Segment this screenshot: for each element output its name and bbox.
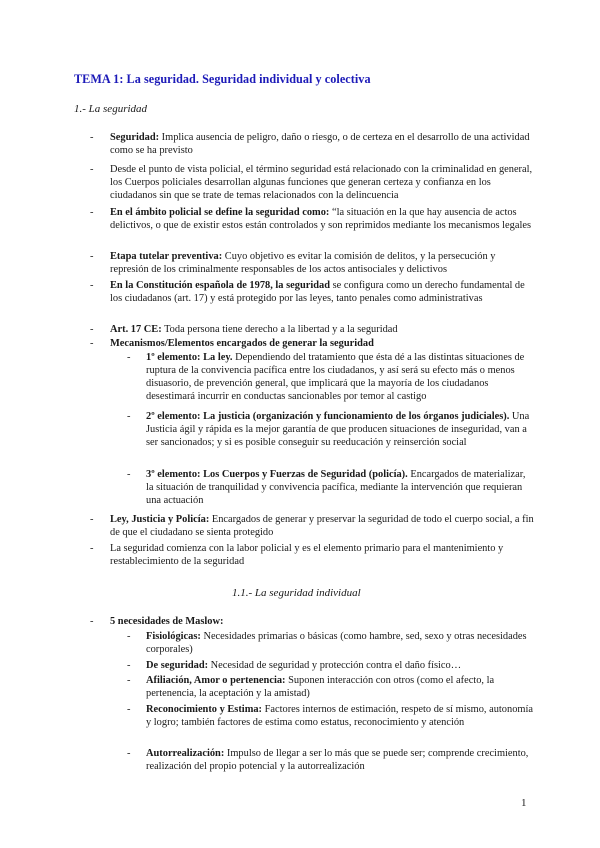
bullet-dash: - bbox=[127, 631, 131, 642]
item-label: Afiliación, Amor o pertenencia: bbox=[146, 675, 286, 686]
item-label: 5 necesidades de Maslow: bbox=[110, 616, 224, 627]
item-label: Etapa tutelar preventiva: bbox=[110, 251, 223, 262]
list-item bbox=[90, 207, 534, 233]
list-item bbox=[90, 616, 534, 629]
item-text: se configura como un derecho fundamental de los ciudadanos (art. 17) y está protegido por las leyes, tanto penales como administrativas bbox=[110, 280, 525, 304]
subsection-heading: 1.1.- La seguridad individual bbox=[232, 587, 361, 599]
item-text: Necesidad de seguridad y protección contra el daño físico… bbox=[208, 660, 462, 671]
bullet-dash: - bbox=[90, 338, 94, 349]
item-text: Desde el punto de vista policial, el término seguridad está relacionado con la criminalidad en general, los Cuerpos policiales desarrollan algunas funciones que generan certeza y confianza en los ciudadanos sin que se trate de temas relacionados con la delincuencia bbox=[110, 164, 533, 201]
item-text: Impulso de llegar a ser lo más que se puede ser; comprende crecimiento, realización del propio potencial y la autorrealización bbox=[146, 748, 529, 772]
list-item bbox=[127, 469, 534, 508]
item-text: La seguridad comienza con la labor policial y es el elemento primario para el mantenimiento y restablecimiento de la seguridad bbox=[110, 543, 504, 567]
list-item bbox=[90, 251, 534, 277]
list-item bbox=[127, 748, 534, 774]
bullet-dash: - bbox=[90, 164, 94, 175]
bullet-dash: - bbox=[127, 748, 131, 759]
bullet-dash: - bbox=[90, 324, 94, 335]
item-label: Seguridad: bbox=[110, 132, 160, 143]
list-item bbox=[127, 675, 534, 701]
item-text: Encargados de materializar, la situación de tranquilidad y convivencia pacífica, mediante la intervención que requieran una actuación bbox=[146, 469, 526, 506]
bullet-dash: - bbox=[127, 704, 131, 715]
item-text: Necesidades primarias o básicas (como hambre, sed, sexo y otras necesidades corporales) bbox=[146, 631, 527, 655]
item-text: Una Justicia ágil y rápida es la mejor garantía de que producen situaciones de inseguridad, van a ser sancionados; y si es posible conseguir su reeducación y reinserción social bbox=[146, 411, 530, 448]
list-item bbox=[127, 631, 534, 657]
section-heading: 1.- La seguridad bbox=[74, 103, 148, 115]
item-label: En el ámbito policial se define la seguridad como: bbox=[110, 207, 330, 218]
bullet-dash: - bbox=[90, 207, 94, 218]
item-label: Reconocimiento y Estima: bbox=[146, 704, 263, 715]
bullet-dash: - bbox=[90, 280, 94, 291]
item-text: Encargados de generar y preservar la seguridad de todo el cuerpo social, a fin de que el ciudadano se sienta protegido bbox=[110, 514, 534, 538]
bullet-dash: - bbox=[127, 411, 131, 422]
bullet-dash: - bbox=[127, 469, 131, 480]
page-number: 1 bbox=[521, 797, 527, 809]
item-label: 1º elemento: La ley. bbox=[146, 352, 233, 363]
item-label: 2º elemento: La justicia (organización y funcionamiento de los órganos judiciales). bbox=[146, 411, 510, 422]
list-item bbox=[90, 338, 534, 351]
item-text: Factores internos de estimación, respeto de sí mismo, autonomía y logro; también factores de estima como estatus, reconocimiento y atención bbox=[146, 704, 533, 728]
list-item bbox=[127, 352, 534, 404]
list-item bbox=[90, 280, 534, 306]
list-item bbox=[90, 164, 534, 203]
bullet-dash: - bbox=[90, 616, 94, 627]
item-text: “la situación en la que hay ausencia de actos delictivos, o que de existir estos están controlados y son reprimidos mediante los mecanismos legales bbox=[110, 207, 532, 231]
item-label: Art. 17 CE: bbox=[110, 324, 162, 335]
bullet-dash: - bbox=[127, 675, 131, 686]
item-text: Cuyo objetivo es evitar la comisión de delitos, y la persecución y represión de los criminalmente responsables de los actos antisociales y delictivos bbox=[110, 251, 496, 275]
item-text: Toda persona tiene derecho a la libertad y a la seguridad bbox=[161, 324, 398, 335]
bullet-dash: - bbox=[127, 660, 131, 671]
item-label: Mecanismos/Elementos encargados de generar la seguridad bbox=[110, 338, 374, 349]
list-item bbox=[90, 514, 534, 540]
bullet-dash: - bbox=[90, 514, 94, 525]
item-label: Ley, Justicia y Policía: bbox=[110, 514, 210, 525]
list-item bbox=[90, 324, 534, 337]
list-item bbox=[127, 660, 534, 673]
item-text: Suponen interacción con otros (como el afecto, la pertenencia, la aceptación y la amistad) bbox=[146, 675, 495, 699]
item-label: De seguridad: bbox=[146, 660, 209, 671]
item-label: Fisiológicas: bbox=[146, 631, 201, 642]
item-label: Autorrealización: bbox=[146, 748, 225, 759]
bullet-dash: - bbox=[90, 543, 94, 554]
list-item bbox=[90, 132, 534, 158]
bullet-dash: - bbox=[90, 132, 94, 143]
page-title: TEMA 1: La seguridad. Seguridad individual y colectiva bbox=[74, 72, 371, 86]
item-text: Dependiendo del tratamiento que ésta dé a las distintas situaciones de ruptura de la convivencia pacífica entre los ciudadanos, y así será su efecto más o menos disuasorio, de prevención general, que implicará que la mayoría de los ciudadanos desestimará incurrir en conductas sancionables por temor al castigo bbox=[146, 352, 525, 402]
list-item bbox=[90, 543, 534, 569]
bullet-dash: - bbox=[90, 251, 94, 262]
item-text: Implica ausencia de peligro, daño o riesgo, o de certeza en el desarrollo de una actividad como se ha previsto bbox=[110, 132, 530, 156]
bullet-dash: - bbox=[127, 352, 131, 363]
item-label: En la Constitución española de 1978, la seguridad bbox=[110, 280, 330, 291]
list-item bbox=[127, 704, 534, 730]
list-item bbox=[127, 411, 534, 450]
item-label: 3º elemento: Los Cuerpos y Fuerzas de Seguridad (policía). bbox=[146, 469, 408, 480]
